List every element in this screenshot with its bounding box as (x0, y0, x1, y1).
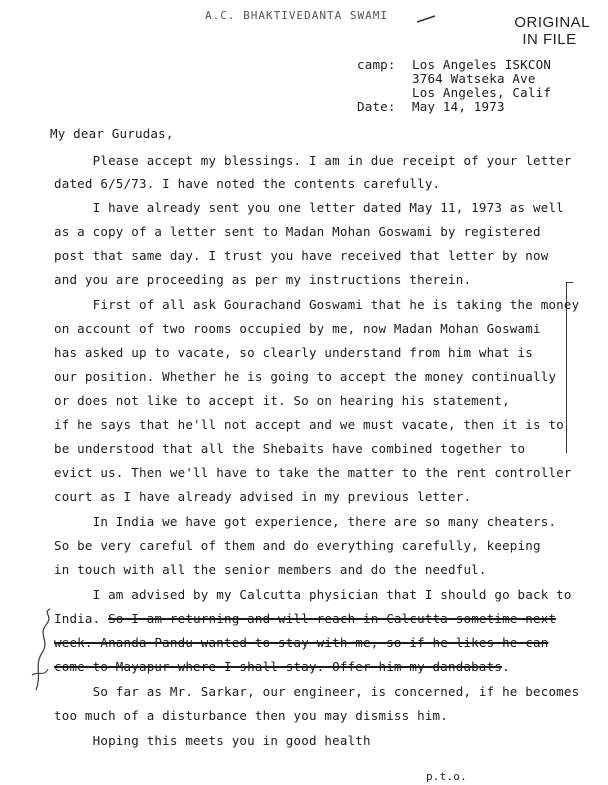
letterhead-title: A.C. BHAKTIVEDANTA SWAMI (205, 9, 388, 22)
body-line: on account of two rooms occupied by me, now Madan Mohan Goswami (54, 321, 541, 336)
original-in-file-stamp (514, 14, 590, 48)
closing-line: Hoping this meets you in good health (54, 733, 371, 748)
body-line: Please accept my blessings. I am in due receipt of your letter (54, 153, 572, 168)
camp-line-1: Los Angeles ISKCON (412, 57, 552, 72)
struck-line-2: week. Ananda Pandu wanted to stay with me, so if he likes he can (54, 635, 549, 650)
camp-line-2: 3764 Watseka Ave (412, 71, 536, 86)
body-line: if he says that he'll not accept and we must vacate, then it is to (54, 417, 564, 432)
struck-line-1 (54, 611, 556, 627)
body-line: our position. Whether he is going to accept the money continually (54, 369, 557, 384)
body-line: evict us. Then we'll have to take the matter to the rent controller (54, 465, 572, 480)
date-label: Date: (357, 99, 396, 114)
body-line: or does not like to accept it. So on hearing his statement, (54, 393, 510, 408)
struck-line-3-suffix: . (502, 659, 510, 674)
body-line: post that same day. I trust you have received that letter by now (54, 248, 549, 263)
body-line: and you are proceeding as per my instructions therein. (54, 272, 472, 287)
struck-text: come to Mayapur where I shall stay. Offer him my dandabats (54, 659, 503, 674)
camp-label: camp: (357, 57, 396, 72)
body-line: in touch with all the senior members and do the needful. (54, 562, 487, 577)
page-turn-note: p.t.o. (426, 770, 467, 783)
struck-line-1-prefix: India. (54, 611, 109, 626)
margin-bracket (566, 282, 573, 453)
closing-line: So far as Mr. Sarkar, our engineer, is concerned, if he becomes (54, 684, 580, 699)
body-line: In India we have got experience, there are so many cheaters. (54, 514, 557, 529)
closing-line: too much of a disturbance then you may dismiss him. (54, 708, 449, 723)
body-line: So be very careful of them and do everything carefully, keeping (54, 538, 541, 553)
salutation: My dear Gurudas, (50, 126, 174, 141)
body-line: First of all ask Gourachand Goswami that he is taking the money (54, 297, 580, 312)
pen-mark (415, 14, 437, 24)
struck-text: So I am returning and will reach in Calcutta sometime next (108, 611, 557, 626)
handwritten-margin-scribble (28, 605, 58, 695)
body-line: has asked up to vacate, so clearly understand from him what is (54, 345, 533, 360)
body-line: I have already sent you one letter dated May 11, 1973 as well (54, 200, 564, 215)
body-line: as a copy of a letter sent to Madan Mohan Goswami by registered (54, 224, 541, 239)
stamp-line-2: IN FILE (522, 31, 577, 48)
body-line: dated 6/5/73. I have noted the contents carefully. (54, 176, 441, 191)
camp-line-3: Los Angeles, Calif (412, 85, 552, 100)
body-line: be understood that all the Shebaits have combined together to (54, 441, 526, 456)
stamp-line-1: ORIGINAL (514, 14, 590, 31)
body-line: I am advised by my Calcutta physician that I should go back to (54, 587, 572, 602)
struck-line-3 (54, 659, 510, 675)
date-value: May 14, 1973 (412, 99, 505, 114)
body-line: court as I have already advised in my previous letter. (54, 489, 472, 504)
